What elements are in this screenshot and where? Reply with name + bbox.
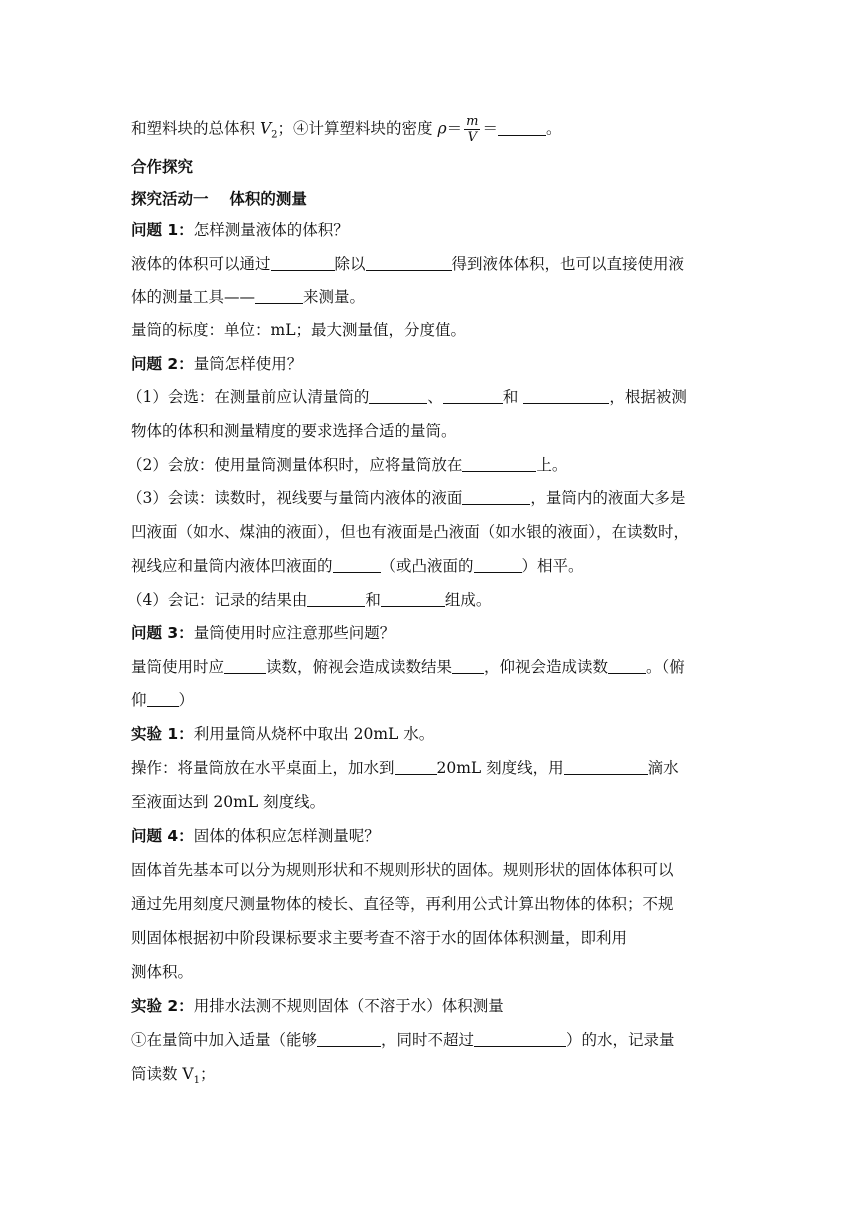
answer-blank[interactable]	[147, 691, 179, 707]
text: 。	[545, 119, 562, 138]
text: ）相平。	[521, 557, 584, 575]
answer-blank[interactable]	[564, 759, 648, 775]
question-1	[131, 220, 349, 240]
subscript: 2	[271, 129, 278, 141]
answer-blank[interactable]	[452, 658, 484, 674]
text: ，仰视会造成读数	[484, 658, 609, 676]
text: （3）会读：读数时，视线要与量筒内液体的液面	[127, 489, 463, 507]
text: 读数，俯视会造成读数结果	[266, 658, 453, 676]
answer-blank[interactable]	[366, 255, 452, 271]
var-v: V	[259, 119, 272, 138]
text: ，同时不超过	[381, 1031, 475, 1049]
paragraph-line	[127, 590, 491, 610]
text: 操作：将量筒放在水平桌面上，加水到	[131, 759, 395, 777]
fraction-m-over-v	[464, 114, 480, 145]
paragraph-line	[127, 387, 687, 407]
text: 则固体根据初中阶段课标要求主要考查不溶于水的固体体积测量，即利用	[131, 929, 628, 947]
text: 和	[502, 388, 524, 406]
question-text: 固体的体积应怎样测量呢？	[193, 827, 380, 845]
text: 视线应和量筒内液体凹液面的	[131, 557, 333, 575]
paragraph-line: 固体首先基本可以分为规则形状和不规则形状的固体。规则形状的固体体积可以	[131, 861, 674, 879]
equals: ＝	[482, 119, 498, 138]
paragraph-line: 通过先用刻度尺测量物体的棱长、直径等，再利用公式计算出物体的体积；不规	[131, 895, 674, 913]
answer-blank[interactable]	[498, 120, 546, 136]
question-label: 问题 1：	[131, 221, 194, 239]
var-rho: ρ	[437, 119, 447, 138]
text: 上。	[536, 456, 568, 474]
text: ；④计算塑料块的密度	[277, 119, 433, 138]
paragraph-line	[127, 455, 567, 475]
paragraph-line	[131, 758, 679, 778]
text: 筒读数 V	[131, 1065, 194, 1083]
text: （1）会选：在测量前应认清量筒的	[127, 388, 370, 406]
paragraph-line	[131, 928, 627, 948]
paragraph-line	[131, 657, 685, 677]
paragraph-line: 凹液面（如水、煤油的液面），但也有液面是凸液面（如水银的液面），在读数时，	[131, 523, 690, 541]
question-label: 问题 3：	[131, 624, 194, 642]
text: ，量筒内的液面大多是	[530, 489, 686, 507]
paragraph-line: 量筒的标度：单位：mL；最大测量值，分度值。	[131, 321, 466, 339]
paragraph-line	[131, 690, 194, 710]
answer-blank[interactable]	[333, 557, 381, 573]
text: 。（俯	[646, 658, 685, 676]
experiment-text: 用排水法测不规则固体（不溶于水）体积测量	[193, 997, 504, 1015]
line-total-volume	[131, 114, 561, 146]
text: 体的测量工具——	[131, 288, 256, 306]
experiment-2	[131, 996, 504, 1016]
text: （4）会记：记录的结果由	[127, 591, 308, 609]
text: 、	[427, 388, 443, 406]
paragraph-line: 至液面达到 20mL 刻度线。	[131, 793, 326, 811]
denominator: V	[467, 130, 477, 145]
numerator: m	[466, 114, 479, 129]
answer-blank[interactable]	[443, 388, 503, 404]
text: ①在量筒中加入适量（能够	[131, 1031, 318, 1049]
text: （2）会放：使用量筒测量体积时，应将量筒放在	[127, 456, 463, 474]
answer-blank[interactable]	[462, 489, 530, 505]
subscript: 1	[193, 1075, 200, 1087]
text: 和塑料块的总体积	[131, 119, 256, 138]
answer-blank[interactable]	[369, 388, 427, 404]
paragraph-line	[131, 556, 584, 576]
paragraph-line	[131, 254, 684, 274]
answer-blank[interactable]	[608, 658, 646, 674]
text: 滴水	[647, 759, 679, 777]
experiment-label: 实验 1：	[131, 725, 194, 743]
answer-blank[interactable]	[381, 591, 445, 607]
question-text: 量筒使用时应注意那些问题？	[193, 624, 396, 642]
section-heading: 合作探究	[131, 158, 194, 176]
text: 液体的体积可以通过	[131, 255, 271, 273]
question-label: 问题 4：	[131, 827, 194, 845]
answer-blank[interactable]	[395, 759, 437, 775]
paragraph-line	[131, 287, 365, 307]
activity-heading: 探究活动一 体积的测量	[131, 190, 307, 208]
answer-blank[interactable]	[255, 288, 303, 304]
paragraph-line	[131, 1030, 675, 1050]
text: 仰	[131, 691, 147, 709]
question-text: 怎样测量液体的体积？	[193, 221, 349, 239]
paragraph-line: 物体的体积和测量精度的要求选择合适的量筒。	[131, 422, 457, 440]
answer-blank[interactable]	[307, 591, 365, 607]
experiment-1	[131, 724, 434, 744]
text: ；	[200, 1065, 216, 1083]
answer-blank[interactable]	[462, 456, 536, 472]
text: 和	[365, 591, 381, 609]
answer-blank[interactable]	[474, 557, 522, 573]
experiment-text: 利用量筒从烧杯中取出 20mL 水。	[193, 725, 435, 743]
text: 20mL 刻度线，用	[436, 759, 564, 777]
text: 量筒使用时应	[131, 658, 225, 676]
experiment-label: 实验 2：	[131, 997, 194, 1015]
answer-blank[interactable]	[474, 1031, 566, 1047]
text: ，根据被测	[609, 388, 687, 406]
answer-blank[interactable]	[224, 658, 266, 674]
paragraph-line: 测体积。	[131, 963, 194, 981]
answer-blank[interactable]	[523, 388, 609, 404]
text: 来测量。	[303, 288, 366, 306]
question-label: 问题 2：	[131, 355, 194, 373]
text: 得到液体体积，也可以直接使用液	[451, 255, 685, 273]
paragraph-line	[131, 1064, 216, 1091]
text: 组成。	[444, 591, 492, 609]
answer-blank[interactable]	[317, 1031, 381, 1047]
question-3	[131, 623, 395, 643]
text: ）	[178, 691, 195, 709]
question-4	[131, 826, 380, 846]
text: （或凸液面的	[380, 557, 474, 575]
equals: ＝	[446, 119, 463, 138]
answer-blank[interactable]	[271, 255, 335, 271]
question-text: 量筒怎样使用？	[193, 355, 303, 373]
paragraph-line	[127, 488, 685, 508]
question-2	[131, 354, 302, 374]
text: 除以	[334, 255, 366, 273]
text: ）的水，记录量	[566, 1031, 675, 1049]
